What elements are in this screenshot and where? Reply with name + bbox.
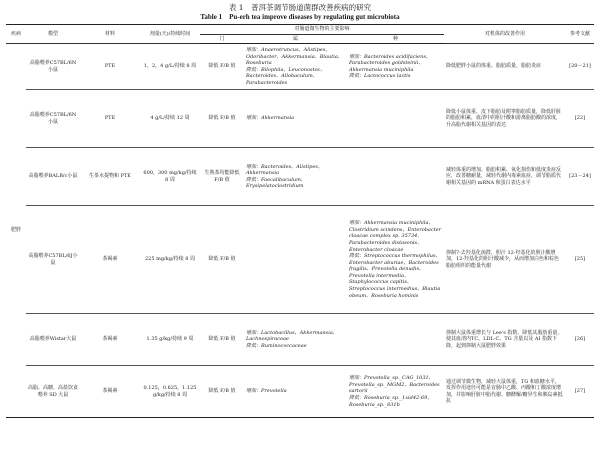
header-genus: 属 [244, 34, 347, 44]
dose-cell: 4 g/L/持续 12 周 [140, 90, 200, 148]
genus-cell: 增加：Akkermansia [244, 90, 347, 148]
dose-cell: 1.35 g/kg/持续 9 周 [140, 314, 200, 366]
table-title-en: Table 1 Pu-erh tea improve diseases by regulating gut microbiota [200, 13, 400, 21]
model-cell: 高脂喂养BALB/c小鼠 [26, 148, 80, 206]
phylum-cell: 生熟茶均能降低 F/B 值 [200, 148, 244, 206]
reference-cell: [26] [566, 314, 594, 366]
effect-cell: 降低小鼠体重、皮下脂肪及附睾脂肪质量，降低肝脏的脂肪积累，血清中的胆汁酸和游离脂肪酸的浓度，升高脂代谢相关基因的表达 [444, 90, 566, 148]
model-cell: 高脂、高糖、高盐饮食喂养 SD 大鼠 [26, 366, 80, 418]
effect-cell: 抑制大鼠体重增长与 Lee's 指数，降低其脂肪重量，使其血清内TC、LDL-C、TG 含量以及 AI 指数下降，起到抑制大鼠肥胖效果 [444, 314, 566, 366]
phylum-cell: 降低 F/B 值 [200, 90, 244, 148]
effect-cell: 减轻体重的增加、脂肪积累、氧化损伤和低度炎症反应，改善糖耐量，减轻代谢内毒素血症，调节脂质代谢相关基因的 mRNA 和蛋白表达水平 [444, 148, 566, 206]
reference-cell: [20－21] [566, 44, 594, 90]
genus-cell: 增加：Prevotella [244, 366, 347, 418]
phylum-cell: 降低 F/B 值 [200, 366, 244, 418]
material-cell: 茶褐素 [80, 366, 140, 418]
disease-cell: 肥胖 [6, 44, 26, 418]
phylum-cell: 降低 F/B 值 [200, 206, 244, 314]
genus-cell: 增加：Bacteroides、Alistipes、Akkermansia 降低：Faecalibaculum、Erysipelatoclostridium [244, 148, 347, 206]
table-row [6, 206, 594, 314]
reference-cell: [22] [566, 90, 594, 148]
dose-cell: 600，300 mg/kg/持续 8 周 [140, 148, 200, 206]
table-title-cn: 表 1 普洱茶调节肠道菌群改善疾病的研究 [228, 3, 372, 12]
dose-cell: 225 mg/kg/持续 8 周 [140, 206, 200, 314]
table-row [6, 44, 594, 90]
table-row [6, 314, 594, 366]
species-cell: 增加：Akkermansia muciniphila、Clostridium scindens、Enterobacter cloacae complex sp. 35734、Parabacteroides distasonis、Enterobacter cloacae 降低：Streptococcus thermophilus、Enterobacter aburiae、Bacteroides fragilis、Prevotella denudis、Prevotella intermedia、Staphylococcus capitis、Streptococcus intermedius、Blautia obeum、Roseburia hominis [347, 206, 444, 314]
table-row [6, 366, 594, 418]
model-cell: 高脂喂养C57BL/6N小鼠 [26, 90, 80, 148]
header-microbiota-group: 对肠道微生物的主要影响 [200, 25, 444, 35]
phylum-cell: 降低 F/B 值 [200, 314, 244, 366]
dose-cell: 0.125，0.625，1.125 g/kg/持续 8 周 [140, 366, 200, 418]
material-cell: 茶褐素 [80, 206, 140, 314]
species-cell: 增加：Bacteroides acidifaciens、Parabacteroides goldsteinii、Akkermansia muciniphila 降低：Lactococcus lactis [347, 44, 444, 90]
species-cell [347, 90, 444, 148]
effect-cell: 抑制7-去羟基化菌群，胆汁 12-羟基化的胆汁酸增加，12-羟基化的胆汁酸减少，从而增加白色和棕色脂肪组织的能量代谢 [444, 206, 566, 314]
header-disease: 疾病 [6, 25, 26, 44]
species-cell [347, 148, 444, 206]
model-cell: 高脂喂养C57BL/6N小鼠 [26, 44, 80, 90]
header-effect: 对机体的改善作用 [444, 25, 566, 44]
header-material: 材料 [80, 25, 140, 44]
effect-cell: 通过调节微生物，减轻大鼠体重，TG 和血糖水平，发挥作用途径可能是盲肠中乙酸、丙酸和丁酸浓度增加，并影响肝脏中脂代谢、糖酵解/糖异生和胰岛素抵抗 [444, 366, 566, 418]
effect-cell: 降低肥胖小鼠的体重、脂肪质量、脂肪炎症 [444, 44, 566, 90]
header-dose: 剂量(天)/持续时间 [140, 25, 200, 44]
table-row [6, 148, 594, 206]
species-cell [347, 314, 444, 366]
reference-cell: [23－24] [566, 148, 594, 206]
header-phylum: 门 [200, 34, 244, 44]
reference-cell: [25] [566, 206, 594, 314]
reference-cell: [27] [566, 366, 594, 418]
header-reference: 参考文献 [566, 25, 594, 44]
species-cell: 增加：Prevotella_sp._CAG_1031、Prevotella_sp._MGM2、Bacteroides sartorii 降低：Roseburia_sp._1xid42-69、Roseburia_sp._831b [347, 366, 444, 418]
header-species: 种 [347, 34, 444, 44]
dose-cell: 1，2，4 g/L/持续 8 周 [140, 44, 200, 90]
material-cell: PTE [80, 90, 140, 148]
header-model: 模型 [26, 25, 80, 44]
material-cell: PTE [80, 44, 140, 90]
genus-cell: 增加：Lactobacillus、Akkermansia、Lachnospiraceae 降低：Ruminococcaceae [244, 314, 347, 366]
gut-microbiota-table [6, 24, 594, 418]
table-row [6, 90, 594, 148]
model-cell: 高脂喂养Wistar大鼠 [26, 314, 80, 366]
phylum-cell: 降低 F/B 值 [200, 44, 244, 90]
genus-cell: 增加：Anaerotruncus、Alistipes、Odoribacter、Akkermansia、Blautia、Roseburia 降低：Bilophila、Leuconostoc、Bacteroides、Allobaculum、Parabacteroides [244, 44, 347, 90]
genus-cell [244, 206, 347, 314]
material-cell: 生茶水提物和 PTE [80, 148, 140, 206]
model-cell: 高脂喂养C57BL/6J小鼠 [26, 206, 80, 314]
material-cell: 茶褐素 [80, 314, 140, 366]
